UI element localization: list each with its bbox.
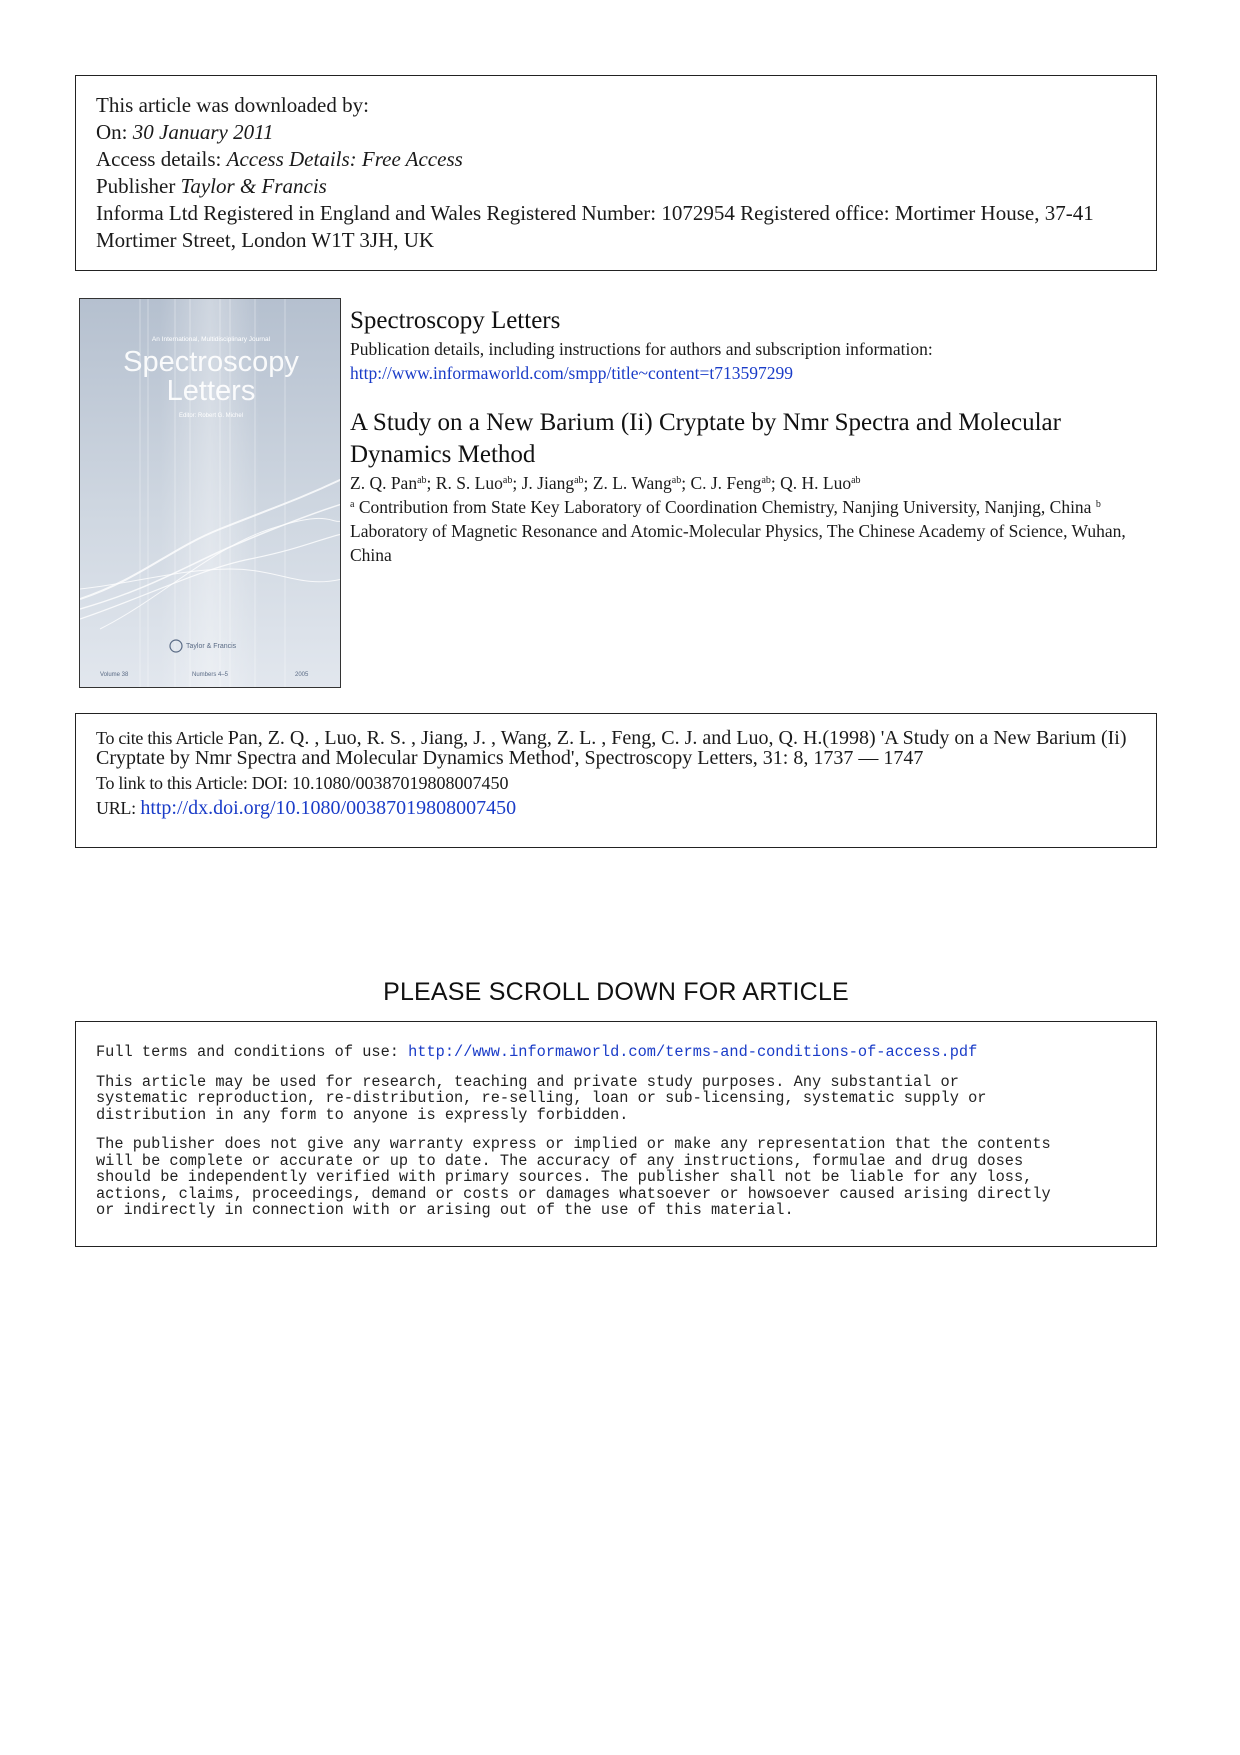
author: R. S. Luo (435, 473, 503, 493)
cover-numbers: Numbers 4–5 (192, 672, 229, 678)
cover-title-line2: Letters (166, 375, 256, 407)
access-details-row (96, 146, 1136, 173)
journal-title: Spectroscopy Letters (350, 307, 561, 334)
url-row (96, 798, 1136, 818)
affiliations: $^a$ Contribution from State Key Laboratory of Coordination Chemistry, Nanjing University, Nanjing, China $^b$ Laboratory of Magnetic Resonance and Atomic-Molecular Physics, The Chinese Academy of Science, Wuhan, China (350, 497, 1126, 565)
full-terms-label: Full terms and conditions of use: (96, 1043, 399, 1061)
article-title: A Study on a New Barium (Ii) Cryptate by Nmr Spectra and Molecular Dynamics Method (350, 409, 1061, 468)
journal-info (350, 305, 1150, 567)
doi-value: 10.1080/00387019808007450 (292, 773, 509, 793)
cover-volume: Volume 38 (100, 672, 129, 678)
author: J. Jiang (521, 473, 575, 493)
cover-title-line1: Spectroscopy (123, 346, 299, 378)
author: Z. Q. Pan (350, 473, 418, 493)
doi-label: To link to this Article: DOI: (96, 773, 288, 793)
doi-row (96, 773, 1136, 793)
download-info-box (75, 75, 1157, 271)
terms-box (75, 1021, 1157, 1247)
cite-text: Pan, Z. Q. , Luo, R. S. , Jiang, J. , Wang, Z. L. , Feng, C. J. and Luo, Q. H.(1998) 'A Study on a New Barium (Ii) Cryptate by Nmr Spectra and Molecular Dynamics Method', Spectroscopy Letters, 31: 8, 1737 — 1747 (96, 727, 1127, 769)
url-label: URL: (96, 798, 136, 818)
citation-box (75, 713, 1157, 848)
terms-url-link[interactable]: http://www.informaworld.com/terms-and-conditions-of-access.pdf (408, 1043, 978, 1061)
cover-year: 2005 (295, 672, 309, 678)
author: Z. L. Wang (592, 473, 672, 493)
affiliation-a: Contribution from State Key Laboratory of Coordination Chemistry, Nanjing University, Nanjing, China (358, 497, 1092, 517)
publisher-label: Publisher (96, 174, 176, 198)
cite-row (96, 728, 1136, 768)
download-date: 30 January 2011 (132, 120, 274, 144)
author: C. J. Feng (690, 473, 762, 493)
registered-office: Informa Ltd Registered in England and Wales Registered Number: 1072954 Registered office: Mortimer House, 37-41 Mortimer Street, London W1T 3JH, UK (96, 201, 1094, 252)
publisher-value: Taylor & Francis (180, 174, 327, 198)
cite-label: To cite this Article (96, 728, 224, 748)
full-terms-row (96, 1044, 1136, 1061)
author: Q. H. Luo (780, 473, 852, 493)
author-list: Z. Q. Pan$^{ab}$; R. S. Luo$^{ab}$; J. Jiang$^{ab}$; Z. L. Wang$^{ab}$; C. J. Feng$^{ab}$; Q. H. Luo$^{ab}$ (350, 473, 861, 493)
access-label: Access details: (96, 147, 222, 171)
downloaded-by: This article was downloaded by: (96, 93, 369, 117)
cover-editor: Editor: Robert G. Michel (178, 413, 244, 419)
cover-subtitle: An International, Multidisciplinary Journal (151, 336, 271, 343)
download-date-row (96, 119, 1136, 146)
journal-cover-image (79, 298, 341, 688)
scroll-notice: PLEASE SCROLL DOWN FOR ARTICLE (383, 978, 849, 1006)
terms-disclaimer-paragraph: The publisher does not give any warranty express or implied or make any representation that the contents will be complete or accurate or up to date. The accuracy of any instructions, formulae and drug doses should be independently verified with primary sources. The publisher shall not be liable for any loss, actions, claims, proceedings, demand or costs or damages whatsoever or howsoever caused arising directly or indirectly in connection with or arising out of the use of this material. (96, 1135, 1051, 1219)
affiliation-b: Laboratory of Magnetic Resonance and Atomic-Molecular Physics, The Chinese Academy of Science, Wuhan, China (350, 521, 1126, 565)
publisher-row (96, 173, 1136, 200)
publication-details: Publication details, including instructions for authors and subscription information: (350, 339, 933, 359)
access-value: Access Details: Free Access (226, 147, 463, 171)
cover-publisher: Taylor & Francis (186, 643, 237, 650)
doi-url-link[interactable]: http://dx.doi.org/10.1080/00387019808007450 (140, 797, 517, 819)
on-label: On: (96, 120, 128, 144)
journal-url-link[interactable]: http://www.informaworld.com/smpp/title~content=t713597299 (350, 363, 794, 383)
terms-usage-paragraph: This article may be used for research, teaching and private study purposes. Any substantial or systematic reproduction, re-distribution, re-selling, loan or sub-licensing, systematic supply or distribution in any form to anyone is expressly forbidden. (96, 1072, 987, 1124)
